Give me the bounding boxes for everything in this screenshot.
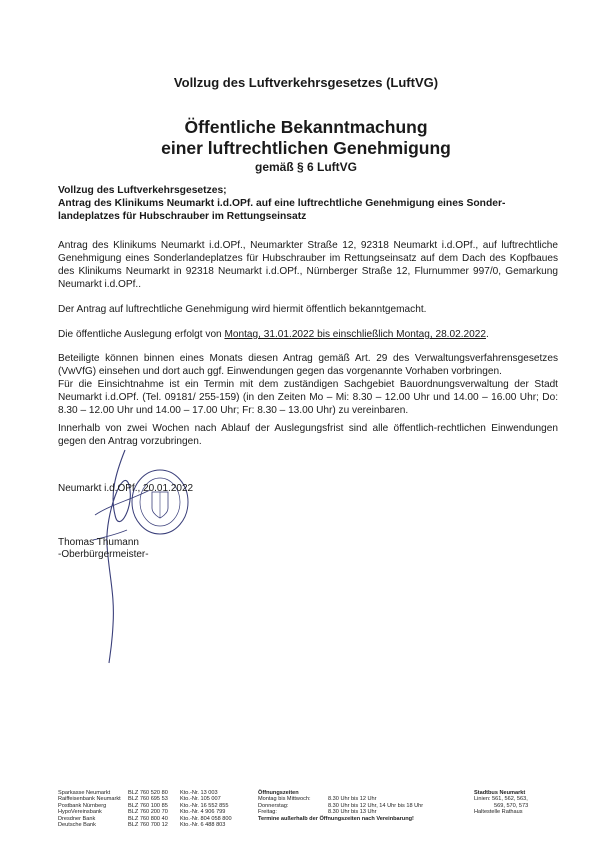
hours-title: Öffnungszeiten	[258, 790, 299, 796]
seal-text	[126, 472, 194, 532]
bus-stop: Haltestelle Rathaus	[474, 809, 523, 816]
bank-kto: Kto.-Nr. 4 906 799	[180, 809, 226, 816]
bank-name: HypoVereinsbank	[58, 809, 102, 816]
footer-bank-names	[58, 790, 121, 828]
footer-bank-kto	[180, 790, 232, 828]
subject-line1: Vollzug des Luftverkehrsgesetzes;	[58, 185, 227, 196]
display-period-prefix: Die öffentliche Auslegung erfolgt von	[58, 329, 225, 340]
bank-blz: BLZ 760 800 40	[128, 815, 168, 822]
paragraph-appointment: Für die Einsichtnahme ist ein Termin mit dem zuständigen Sachgebiet Bauordnungsverwaltung der Stadt Neumarkt i.d.OPf. (Tel. 09181/ 255-159) (in den Zeiten Mo – Mi: 8.30 – 12.00 Uhr und 14.00 – 16.00 Uhr; Do: 8.30 – 12.00 Uhr und 14.00 – 17.00 Uhr; Fr: 8.30 – 13.00 Uhr) zu vereinbaren.	[58, 379, 558, 416]
subject-line2: Antrag des Klinikums Neumarkt i.d.OPf. auf eine luftrechtliche Genehmigung eines Sonder-	[58, 198, 506, 209]
bank-blz: BLZ 760 520 80	[128, 790, 168, 796]
bank-kto: Kto.-Nr. 6 488 803	[180, 822, 226, 829]
bank-blz: BLZ 760 100 85	[128, 802, 168, 809]
footer-bank-blz	[128, 790, 168, 828]
bank-name: Deutsche Bank	[58, 822, 96, 829]
paragraph-objections: Beteiligte können binnen eines Monats diesen Antrag gemäß Art. 29 des Verwaltungsverfahrensgesetzes (VwVfG) einsehen und dort auch ggf. Einwendungen gegen das vorgenannte Vorhaben vorbringen.	[58, 353, 558, 377]
bank-kto: Kto.-Nr. 13 003	[180, 790, 218, 796]
bank-name: Raiffeisenbank Neumarkt	[58, 796, 121, 803]
hours-day: Freitag:	[258, 809, 277, 816]
law-title: Vollzug des Luftverkehrsgesetzes (LuftVG)	[173, 75, 439, 90]
bank-name: Sparkasse Neumarkt	[58, 790, 111, 796]
bank-blz: BLZ 760 695 53	[128, 796, 168, 803]
subject-line3: landeplatzes für Hubschrauber im Rettungseinsatz	[58, 211, 307, 222]
subject-block	[58, 184, 558, 223]
subtitle: gemäß § 6 LuftVG	[254, 160, 358, 174]
bank-kto: Kto.-Nr. 105 007	[180, 796, 221, 803]
bus-lines-cont: 569, 570, 573	[494, 802, 529, 809]
bus-title: Stadtbus Neumarkt	[474, 790, 526, 796]
hours-day: Montag bis Mittwoch:	[258, 796, 311, 803]
hours-day: Donnerstag:	[258, 802, 289, 809]
hours-note: Termine außerhalb der Öffnungszeiten nach Vereinbarung!	[258, 815, 414, 822]
bank-name: Dresdner Bank	[58, 815, 96, 822]
bank-kto: Kto.-Nr. 16 552 855	[180, 802, 229, 809]
signatory	[58, 537, 149, 561]
footer-hours	[258, 790, 423, 822]
paragraph-deadline: Innerhalb von zwei Wochen nach Ablauf der Auslegungsfrist sind alle öffentlich-rechtlichen Einwendungen gegen den Antrag vorzubringen.	[58, 423, 558, 447]
hours-time: 8.30 Uhr bis 12 Uhr, 14 Uhr bis 18 Uhr	[328, 802, 424, 809]
paragraph-display-period	[58, 328, 558, 341]
footer-bus	[474, 790, 528, 816]
hours-time: 8.30 Uhr bis 13 Uhr	[328, 809, 377, 816]
bank-blz: BLZ 760 200 70	[128, 809, 168, 816]
bank-name: Postbank Nürnberg	[58, 802, 107, 809]
bank-blz: BLZ 760 700 12	[128, 822, 168, 829]
display-period-suffix: .	[485, 329, 489, 340]
paragraph-announcement: Der Antrag auf luftrechtliche Genehmigung wird hiermit öffentlich bekanntgemacht.	[58, 304, 427, 315]
signatory-name: Thomas Thumann	[58, 537, 139, 548]
display-period-dates: Montag, 31.01.2022 bis einschließlich Montag, 28.02.2022	[224, 329, 486, 340]
hours-time: 8.30 Uhr bis 12 Uhr	[328, 796, 377, 803]
main-title-line2: einer luftrechtlichen Genehmigung	[161, 138, 451, 158]
bank-kto: Kto.-Nr. 804 058 800	[180, 815, 232, 822]
signatory-role: -Oberbürgermeister-	[58, 549, 149, 560]
bus-lines: Linien: 561, 562, 563,	[474, 796, 528, 803]
main-title-line1: Öffentliche Bekanntmachung	[184, 117, 428, 137]
place-date: Neumarkt i.d.OPf., 20.01.2022	[58, 483, 194, 494]
paragraph-application: Antrag des Klinikums Neumarkt i.d.OPf., Neumarkter Straße 12, 92318 Neumarkt i.d.OPf., auf luftrechtliche Genehmigung eines Sonderlandeplatzes für Hubschrauber im Rettungseinsatz auf dem Dach des Kopfbaues des Klinikums Neumarkt in 92318 Neumarkt i.d.OPf., Nürnberger Straße 12, Flurnummer 997/0, Gemarkung Neumarkt i.d.OPf..	[58, 240, 558, 290]
